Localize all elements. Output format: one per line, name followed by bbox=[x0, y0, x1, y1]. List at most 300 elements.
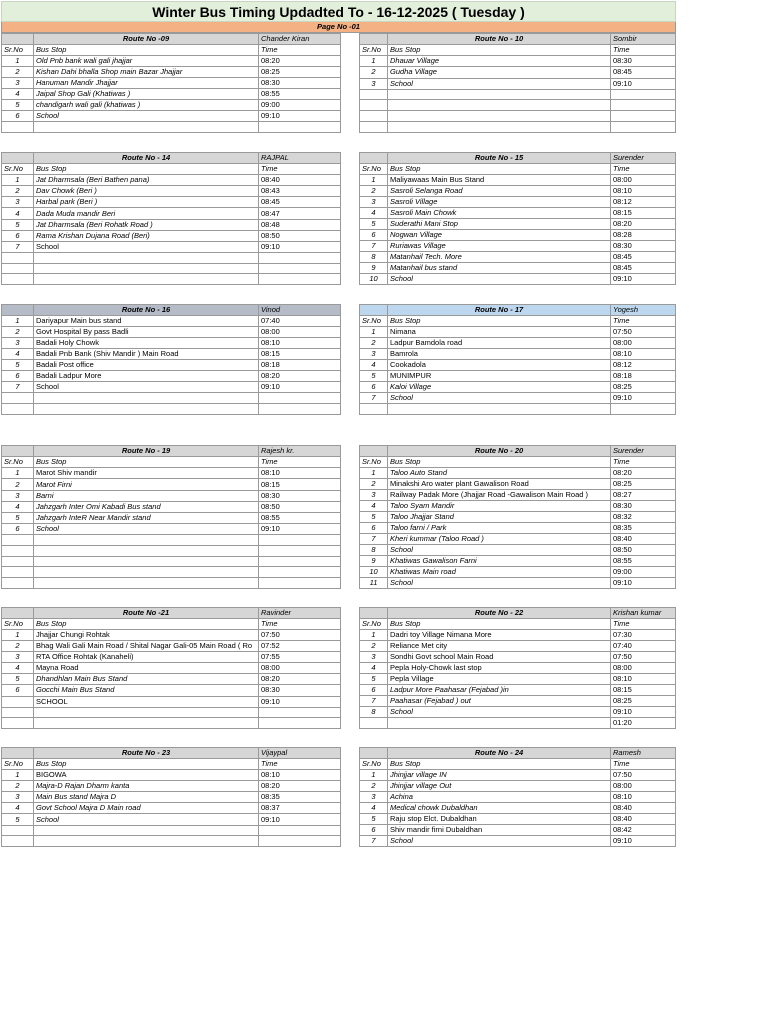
bus-stop-name: Ruriawas Village bbox=[388, 241, 611, 252]
bus-stop-name: Jahzgarh Inter Omi Kabadi Bus stand bbox=[34, 501, 259, 512]
stop-number: 5 bbox=[360, 674, 388, 685]
stop-time: 08:00 bbox=[611, 781, 676, 792]
stop-number bbox=[2, 545, 34, 556]
stop-number: 2 bbox=[360, 641, 388, 652]
table-row bbox=[2, 349, 341, 360]
bus-stop-name: Paahasar (Fejabad ) out bbox=[388, 696, 611, 707]
route-name: Route No - 16 bbox=[34, 305, 259, 316]
bus-stop-name: Taloo Auto Stand bbox=[388, 468, 611, 479]
table-row bbox=[360, 641, 676, 652]
driver-name: Ravinder bbox=[259, 608, 341, 619]
col-srno-header: Sr.No bbox=[360, 164, 388, 175]
table-row bbox=[2, 338, 341, 349]
stop-number: 2 bbox=[360, 479, 388, 490]
route-pair bbox=[1, 747, 676, 847]
route-name: Route No - 10 bbox=[388, 34, 611, 45]
bus-stop-name bbox=[388, 89, 611, 100]
stop-number: 1 bbox=[2, 175, 34, 186]
stop-time: 08:55 bbox=[259, 512, 341, 523]
col-stop-header: Bus Stop bbox=[388, 619, 611, 630]
bus-stop-name: Gudha Village bbox=[388, 67, 611, 78]
stop-time: 08:20 bbox=[611, 219, 676, 230]
stop-number: 1 bbox=[360, 468, 388, 479]
stop-number: 4 bbox=[2, 663, 34, 674]
route-name: Route No - 17 bbox=[388, 305, 611, 316]
table-row bbox=[360, 338, 676, 349]
stop-time: 08:45 bbox=[611, 263, 676, 274]
table-row bbox=[2, 274, 341, 285]
bus-stop-name bbox=[34, 545, 259, 556]
stop-time bbox=[259, 252, 341, 263]
table-row bbox=[2, 479, 341, 490]
stop-time: 08:45 bbox=[611, 252, 676, 263]
stop-time: 08:15 bbox=[259, 349, 341, 360]
stop-time: 09:10 bbox=[259, 111, 341, 122]
bus-stop-name bbox=[34, 122, 259, 133]
stop-time: 07:50 bbox=[611, 770, 676, 781]
table-row bbox=[2, 230, 341, 241]
column-header-row bbox=[360, 759, 676, 770]
table-row bbox=[360, 556, 676, 567]
stop-number: 2 bbox=[2, 479, 34, 490]
stop-number bbox=[2, 707, 34, 718]
bus-stop-name: Jhajjar Chungi Rohtak bbox=[34, 630, 259, 641]
table-row bbox=[360, 263, 676, 274]
stop-number bbox=[2, 263, 34, 274]
stop-number: 6 bbox=[2, 111, 34, 122]
col-srno-header: Sr.No bbox=[360, 316, 388, 327]
table-row bbox=[2, 78, 341, 89]
table-row bbox=[2, 263, 341, 274]
stop-number: 7 bbox=[360, 534, 388, 545]
stop-time: 08:55 bbox=[611, 556, 676, 567]
col-time-header: Time bbox=[611, 759, 676, 770]
stop-time: 08:30 bbox=[259, 490, 341, 501]
col-time-header: Time bbox=[611, 45, 676, 56]
stop-number: 5 bbox=[2, 219, 34, 230]
stop-time: 08:10 bbox=[611, 349, 676, 360]
bus-stop-name: Marot Firni bbox=[34, 479, 259, 490]
stop-time: 09:10 bbox=[611, 578, 676, 589]
bus-stop-name: Jhinjjar village Out bbox=[388, 781, 611, 792]
table-row bbox=[2, 100, 341, 111]
bus-stop-name: Sondhi Govt school Main Road bbox=[388, 652, 611, 663]
route-header-blank bbox=[2, 748, 34, 759]
driver-name: Surender bbox=[611, 446, 676, 457]
stop-time: 08:40 bbox=[611, 814, 676, 825]
table-row bbox=[2, 327, 341, 338]
table-row bbox=[2, 674, 341, 685]
route-table bbox=[1, 33, 341, 133]
bus-stop-name: Nimana bbox=[388, 327, 611, 338]
table-row bbox=[360, 718, 676, 729]
table-row bbox=[2, 360, 341, 371]
stop-number bbox=[360, 100, 388, 111]
stop-time: 08:20 bbox=[259, 371, 341, 382]
stop-time: 08:45 bbox=[259, 197, 341, 208]
stop-number: 1 bbox=[360, 56, 388, 67]
bus-stop-name: Kaloi Village bbox=[388, 382, 611, 393]
stop-time bbox=[259, 535, 341, 546]
stop-time: 09:10 bbox=[259, 524, 341, 535]
table-row bbox=[360, 490, 676, 501]
route-name: Route No -21 bbox=[34, 608, 259, 619]
table-row bbox=[360, 630, 676, 641]
table-row bbox=[360, 78, 676, 89]
stop-number: 3 bbox=[360, 78, 388, 89]
route-table bbox=[1, 747, 341, 847]
stop-number: 6 bbox=[360, 230, 388, 241]
stop-time: 08:18 bbox=[259, 360, 341, 371]
stop-time: 08:00 bbox=[259, 327, 341, 338]
route-header-row bbox=[360, 305, 676, 316]
table-row bbox=[2, 111, 341, 122]
table-row bbox=[360, 578, 676, 589]
stop-number: 11 bbox=[360, 578, 388, 589]
table-row bbox=[2, 122, 341, 133]
stop-number: 4 bbox=[2, 89, 34, 100]
stop-time: 07:40 bbox=[611, 641, 676, 652]
stop-number: 3 bbox=[2, 652, 34, 663]
route-header-row bbox=[360, 446, 676, 457]
stop-number: 3 bbox=[2, 490, 34, 501]
bus-stop-name bbox=[34, 825, 259, 836]
table-row bbox=[360, 825, 676, 836]
table-row bbox=[360, 111, 676, 122]
table-row bbox=[2, 197, 341, 208]
table-row bbox=[360, 349, 676, 360]
route-pair bbox=[1, 607, 676, 729]
stop-number: 4 bbox=[2, 803, 34, 814]
column-header-row bbox=[2, 45, 341, 56]
route-pair bbox=[1, 304, 676, 415]
table-row bbox=[360, 534, 676, 545]
stop-time: 09:10 bbox=[611, 393, 676, 404]
column-header-row bbox=[360, 45, 676, 56]
stop-number: 9 bbox=[360, 263, 388, 274]
col-srno-header: Sr.No bbox=[2, 45, 34, 56]
bus-stop-name: Barni bbox=[34, 490, 259, 501]
stop-number bbox=[2, 535, 34, 546]
stop-number: 2 bbox=[2, 641, 34, 652]
stop-time: 08:25 bbox=[611, 479, 676, 490]
bus-stop-name: Badali Ladpur More bbox=[34, 371, 259, 382]
bus-stop-name bbox=[34, 707, 259, 718]
table-row bbox=[2, 556, 341, 567]
table-row bbox=[2, 241, 341, 252]
table-row bbox=[2, 56, 341, 67]
table-row bbox=[360, 770, 676, 781]
stop-number bbox=[2, 556, 34, 567]
stop-number: 6 bbox=[360, 523, 388, 534]
stop-number: 7 bbox=[2, 241, 34, 252]
stop-number: 4 bbox=[2, 349, 34, 360]
col-srno-header: Sr.No bbox=[2, 457, 34, 468]
stop-time: 09:00 bbox=[259, 100, 341, 111]
route-table bbox=[359, 445, 676, 589]
table-row bbox=[360, 523, 676, 534]
bus-stop-name: School bbox=[34, 524, 259, 535]
stop-number: 2 bbox=[2, 186, 34, 197]
table-row bbox=[2, 545, 341, 556]
bus-stop-name: Medical chowk Dubaldhan bbox=[388, 803, 611, 814]
col-stop-header: Bus Stop bbox=[388, 164, 611, 175]
bus-stop-name: School bbox=[388, 78, 611, 89]
table-row bbox=[360, 696, 676, 707]
stop-number: 5 bbox=[2, 512, 34, 523]
bus-stop-name: Badali Post office bbox=[34, 360, 259, 371]
stop-time bbox=[259, 578, 341, 589]
bus-stop-name: Taloo farni / Park bbox=[388, 523, 611, 534]
stop-number: 6 bbox=[360, 825, 388, 836]
col-srno-header: Sr.No bbox=[2, 164, 34, 175]
table-row bbox=[2, 382, 341, 393]
bus-stop-name: Taloo Jhajjar Stand bbox=[388, 512, 611, 523]
bus-stop-name: Old Pnb bank wali gali jhajjar bbox=[34, 56, 259, 67]
bus-stop-name: Badali Pnb Bank (Shiv Mandir ) Main Road bbox=[34, 349, 259, 360]
stop-number: 3 bbox=[360, 490, 388, 501]
table-row bbox=[360, 479, 676, 490]
driver-name: Surender bbox=[611, 153, 676, 164]
table-row bbox=[360, 404, 676, 415]
col-srno-header: Sr.No bbox=[2, 619, 34, 630]
stop-number bbox=[2, 696, 34, 707]
stop-time: 09:10 bbox=[259, 241, 341, 252]
stop-time: 08:10 bbox=[611, 674, 676, 685]
stop-time: 08:20 bbox=[259, 56, 341, 67]
stop-number: 7 bbox=[360, 393, 388, 404]
bus-stop-name: School bbox=[34, 814, 259, 825]
table-row bbox=[2, 685, 341, 696]
bus-stop-name bbox=[388, 404, 611, 415]
stop-time: 08:12 bbox=[611, 360, 676, 371]
bus-stop-name: Dhandhlan Main Bus Stand bbox=[34, 674, 259, 685]
stop-time: 07:55 bbox=[259, 652, 341, 663]
route-name: Route No - 24 bbox=[388, 748, 611, 759]
route-header-blank bbox=[2, 305, 34, 316]
route-header-row bbox=[2, 305, 341, 316]
bus-stop-name bbox=[388, 121, 611, 132]
stop-number: 6 bbox=[2, 524, 34, 535]
route-table bbox=[359, 607, 676, 729]
driver-name: Yogesh bbox=[611, 305, 676, 316]
route-header-row bbox=[2, 446, 341, 457]
table-row bbox=[360, 371, 676, 382]
bus-stop-name bbox=[34, 535, 259, 546]
table-row bbox=[2, 770, 341, 781]
stop-number: 4 bbox=[2, 501, 34, 512]
stop-number: 2 bbox=[360, 781, 388, 792]
table-row bbox=[2, 825, 341, 836]
bus-stop-name: Railway Padak More (Jhajjar Road -Gawalison Main Road ) bbox=[388, 490, 611, 501]
stop-time: 08:15 bbox=[611, 685, 676, 696]
bus-stop-name: Jahzgarh InteR Near Mandir stand bbox=[34, 512, 259, 523]
bus-stop-name: School bbox=[388, 707, 611, 718]
route-name: Route No - 22 bbox=[388, 608, 611, 619]
route-header-blank bbox=[360, 34, 388, 45]
stop-number: 6 bbox=[360, 685, 388, 696]
bus-stop-name: Dhauar Village bbox=[388, 56, 611, 67]
stop-time: 09:10 bbox=[259, 382, 341, 393]
table-row bbox=[2, 208, 341, 219]
stop-time: 09:10 bbox=[611, 836, 676, 847]
route-name: Route No - 23 bbox=[34, 748, 259, 759]
stop-number: 4 bbox=[360, 663, 388, 674]
stop-time: 08:30 bbox=[611, 241, 676, 252]
stop-time: 08:35 bbox=[611, 523, 676, 534]
route-header-row bbox=[2, 34, 341, 45]
table-row bbox=[2, 403, 341, 414]
bus-stop-name: School bbox=[34, 382, 259, 393]
stop-number: 5 bbox=[2, 100, 34, 111]
stop-number: 5 bbox=[360, 219, 388, 230]
stop-time bbox=[259, 274, 341, 285]
column-header-row bbox=[360, 619, 676, 630]
col-time-header: Time bbox=[259, 45, 341, 56]
stop-time bbox=[259, 567, 341, 578]
route-table bbox=[1, 445, 341, 589]
stop-time: 08:32 bbox=[611, 512, 676, 523]
stop-number bbox=[2, 403, 34, 414]
route-table bbox=[1, 607, 341, 729]
stop-time: 08:25 bbox=[611, 696, 676, 707]
col-srno-header: Sr.No bbox=[360, 457, 388, 468]
page-number-label: Page No -01 bbox=[1, 22, 676, 33]
stop-time bbox=[259, 718, 341, 729]
bus-stop-name: Raju stop Elct. Dubaldhan bbox=[388, 814, 611, 825]
stop-time: 08:30 bbox=[259, 78, 341, 89]
bus-stop-name: Dadri toy Village Nimana More bbox=[388, 630, 611, 641]
stop-time: 07:52 bbox=[259, 641, 341, 652]
stop-time: 08:15 bbox=[611, 208, 676, 219]
table-row bbox=[2, 524, 341, 535]
stop-number: 2 bbox=[360, 67, 388, 78]
route-name: Route No - 20 bbox=[388, 446, 611, 457]
stop-time bbox=[611, 111, 676, 122]
table-row bbox=[360, 230, 676, 241]
stop-time: 08:37 bbox=[259, 803, 341, 814]
bus-stop-name: Pepla Holy-Chowk last stop bbox=[388, 663, 611, 674]
stop-time: 08:40 bbox=[611, 803, 676, 814]
bus-stop-name: Kishan Dahi bhalla Shop main Bazar Jhajjar bbox=[34, 67, 259, 78]
table-row bbox=[360, 663, 676, 674]
bus-stop-name: Govt School Majra D Main road bbox=[34, 803, 259, 814]
col-time-header: Time bbox=[611, 619, 676, 630]
bus-stop-name: Rama Krishan Dujana Road (Beri) bbox=[34, 230, 259, 241]
bus-stop-name: Main Bus stand Majra D bbox=[34, 792, 259, 803]
stop-number: 3 bbox=[2, 78, 34, 89]
stop-number: 1 bbox=[360, 327, 388, 338]
bus-stop-name bbox=[34, 252, 259, 263]
route-pair bbox=[1, 152, 676, 285]
bus-stop-name bbox=[34, 403, 259, 414]
table-row bbox=[2, 512, 341, 523]
stop-time bbox=[611, 100, 676, 111]
bus-stop-name: Khatiwas Main road bbox=[388, 567, 611, 578]
col-time-header: Time bbox=[259, 457, 341, 468]
route-table bbox=[359, 33, 676, 133]
column-header-row bbox=[360, 316, 676, 327]
stop-number bbox=[360, 404, 388, 415]
stop-number: 4 bbox=[360, 803, 388, 814]
table-row bbox=[360, 468, 676, 479]
stop-time: 08:15 bbox=[259, 479, 341, 490]
col-stop-header: Bus Stop bbox=[388, 759, 611, 770]
bus-stop-name: Mayna Road bbox=[34, 663, 259, 674]
stop-time: 07:30 bbox=[611, 630, 676, 641]
table-row bbox=[360, 707, 676, 718]
route-header-blank bbox=[2, 446, 34, 457]
stop-time: 08:42 bbox=[611, 825, 676, 836]
table-row bbox=[2, 468, 341, 479]
stop-number: 2 bbox=[2, 67, 34, 78]
stop-number: 4 bbox=[360, 501, 388, 512]
stop-number: 4 bbox=[360, 208, 388, 219]
route-header-row bbox=[2, 608, 341, 619]
bus-stop-name: Jhinjjar village IN bbox=[388, 770, 611, 781]
stop-time: 08:30 bbox=[611, 56, 676, 67]
stop-time: 08:43 bbox=[259, 186, 341, 197]
stop-number: 2 bbox=[360, 186, 388, 197]
route-header-row bbox=[360, 34, 676, 45]
table-row bbox=[360, 67, 676, 78]
bus-stop-name: Dada Muda mandir Beri bbox=[34, 208, 259, 219]
route-header-blank bbox=[2, 34, 34, 45]
stop-number: 7 bbox=[360, 241, 388, 252]
stop-time: 08:20 bbox=[259, 781, 341, 792]
bus-stop-name: Matanhail Tech. More bbox=[388, 252, 611, 263]
table-row bbox=[360, 100, 676, 111]
bus-stop-name: Taloo Syam Mandir bbox=[388, 501, 611, 512]
stop-time: 08:18 bbox=[611, 371, 676, 382]
table-row bbox=[2, 792, 341, 803]
stop-time: 08:10 bbox=[259, 468, 341, 479]
route-header-blank bbox=[360, 305, 388, 316]
table-row bbox=[2, 836, 341, 847]
route-header-row bbox=[360, 748, 676, 759]
bus-stop-name: School bbox=[388, 578, 611, 589]
stop-number bbox=[2, 122, 34, 133]
route-header-row bbox=[2, 153, 341, 164]
bus-stop-name: Badali Holy Chowk bbox=[34, 338, 259, 349]
bus-stop-name: Reliance Met city bbox=[388, 641, 611, 652]
stop-number: 10 bbox=[360, 567, 388, 578]
bus-stop-name: Bamrola bbox=[388, 349, 611, 360]
table-row bbox=[2, 67, 341, 78]
table-row bbox=[360, 393, 676, 404]
stop-number: 8 bbox=[360, 707, 388, 718]
bus-stop-name: School bbox=[34, 241, 259, 252]
bus-stop-name: School bbox=[34, 111, 259, 122]
stop-number: 4 bbox=[2, 208, 34, 219]
stop-time bbox=[611, 404, 676, 415]
table-row bbox=[2, 814, 341, 825]
stop-number: 7 bbox=[360, 696, 388, 707]
table-row bbox=[2, 490, 341, 501]
stop-time bbox=[259, 403, 341, 414]
route-table bbox=[1, 152, 341, 285]
table-row bbox=[2, 186, 341, 197]
stop-time: 08:00 bbox=[611, 338, 676, 349]
table-row bbox=[360, 674, 676, 685]
stop-number: 1 bbox=[360, 175, 388, 186]
column-header-row bbox=[360, 164, 676, 175]
column-header-row bbox=[2, 457, 341, 468]
table-row bbox=[2, 781, 341, 792]
table-row bbox=[2, 803, 341, 814]
stop-number: 3 bbox=[360, 197, 388, 208]
col-time-header: Time bbox=[611, 457, 676, 468]
